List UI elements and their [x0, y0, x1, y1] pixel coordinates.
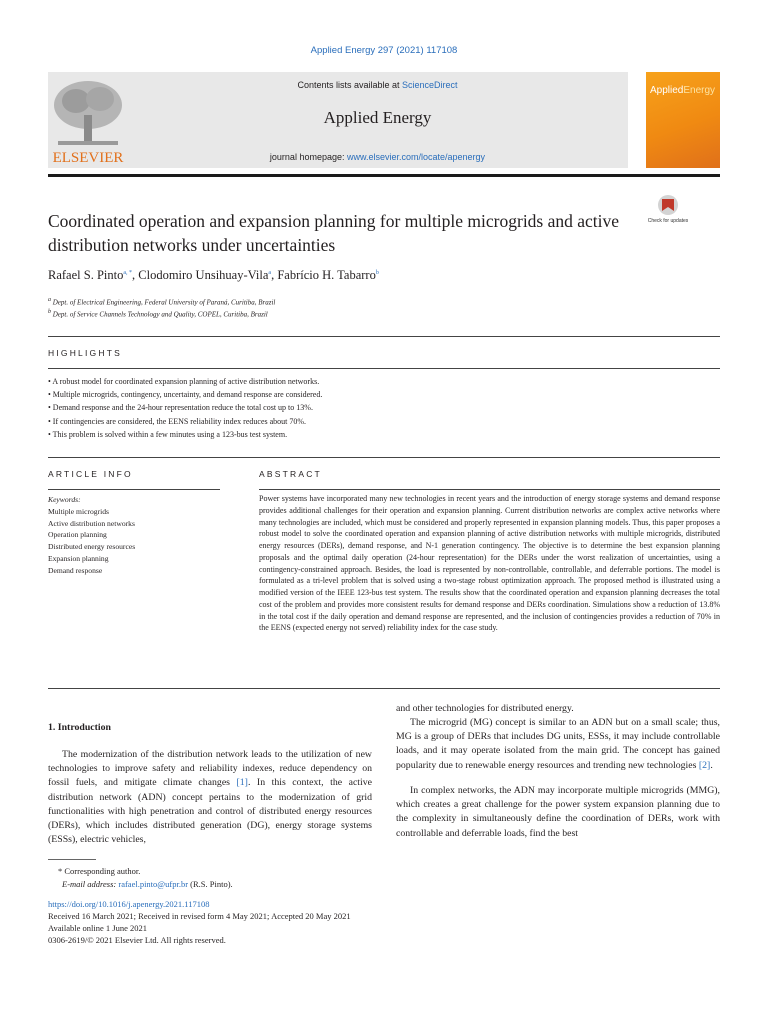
info-sub-rule: [48, 489, 220, 490]
abstract-bottom-rule: [48, 688, 720, 689]
footnotes: [48, 865, 233, 891]
corresponding-author-note: * Corresponding author.: [58, 866, 141, 876]
highlight-item: • Demand response and the 24-hour representation reduce the total cost up to 13%.: [48, 403, 313, 413]
received-dates: Received 16 March 2021; Received in revised form 4 May 2021; Accepted 20 May 2021: [48, 910, 351, 921]
section-heading-introduction: 1. Introduction: [48, 722, 111, 733]
sciencedirect-link[interactable]: ScienceDirect: [402, 80, 458, 90]
intro-paragraph-mmg: In complex networks, the ADN may incorporate multiple microgrids (MMG), which creates a great challenge for the power system expansion planning due to the complexity in simultaneously define the coordination of DERs, work with controllable and deferrable loads, find the best: [396, 785, 720, 839]
homepage-line: journal homepage: www.elsevier.com/locate/apenergy: [269, 152, 486, 162]
affiliations: [48, 296, 275, 320]
author: Fabrício H. Tabarro: [277, 268, 376, 282]
keyword: Active distribution networks: [48, 518, 135, 528]
keyword: Operation planning: [48, 530, 107, 540]
keyword: Distributed energy resources: [48, 542, 136, 552]
email-link[interactable]: rafael.pinto@ufpr.br: [118, 878, 189, 889]
affiliation: $^b$ Dept. of Service Channels Technology and Quality, COPEL, Curitiba, Brazil: [48, 308, 268, 319]
elsevier-logo: [48, 75, 128, 165]
keyword: Multiple microgrids: [48, 506, 109, 516]
online-date: Available online 1 June 2021: [48, 922, 147, 933]
header-rule: [48, 174, 720, 177]
intro-paragraph-left: The modernization of the distribution network leads to the utilization of new technologies to improve safety and reliability indexes, reduce dependency on fossil fuels, and mitigate climate changes [1]. In this context, the active distribution network (ADN) concept pertains to the modernization of grid functionalities with high penetration and control of distributed energy resources (DERs), which includes distributed generation (DG), energy storage systems (ESSs), electric vehicles,: [48, 749, 372, 846]
check-updates-label: Check for updates: [648, 218, 688, 224]
check-for-updates-badge[interactable]: [648, 192, 688, 232]
keywords-block: [48, 494, 135, 576]
author-list: Rafael S. Pinto$^{a, *}$, Clodomiro Unsihuay-Vila$^a$, Fabrício H. Tabarro$^b$: [48, 268, 379, 282]
journal-title: Applied Energy: [323, 108, 432, 127]
doi-link[interactable]: https://doi.org/10.1016/j.apenergy.2021.117108: [48, 899, 210, 909]
highlights-sub-rule: [48, 368, 720, 369]
info-top-rule: [48, 457, 720, 458]
abstract-text: Power systems have incorporated many new technologies in recent years and the introduction of energy storage systems and demand response provides additional challenges for their operation and expansion planning. Current distribution networks are complex active networks where many technologies are included, which must be considered and properly represented in expansion planning models. Thus, this paper proposes a robust model to solve the coordinated operation and expansion planning of active distribution networks with multiple microgrids, distributed energy resources (DERs), demand response, and N-1 generation contingency. The objective is to determine the best expansion planning proposals and the optimal daily operation (24-hour representation) for the DERs under the worst realization of uncertainties, using a contingency-constrained approach. Besides, the load is represented by non-controllable, controllable, and deferrable portions. The model is formulated as a tri-level problem that is solved using a two-stage robust optimization approach. The proposed method is illustrated using a modified version of the IEEE 123-bus test system. The results show that the coordinated operation and expansion planning decreases the total cost of the problem and provides more consistent results for demand response and DERs coordination. Simulations show a reduction of 13.8% in the total cost if the daily operation and demand response are represented, and the inclusion of contingencies provides a reduction of 70% in the EENS (expected energy not served) reliability index for the case study.: [259, 494, 720, 633]
keyword: Demand response: [48, 565, 103, 575]
highlight-item: • A robust model for coordinated expansion planning of active distribution networks.: [48, 377, 320, 386]
highlight-item: • If contingencies are considered, the EENS reliability index reduces about 70%.: [48, 416, 307, 426]
publisher-wordmark: ELSEVIER: [52, 150, 124, 165]
highlight-item: • This problem is solved within a few minutes using a 123-bus test system.: [48, 429, 288, 439]
email-note: E-mail address: rafael.pinto@ufpr.br (R.S. Pinto).: [62, 878, 233, 889]
highlights-list: [48, 375, 322, 441]
author-affiliation-marker[interactable]: a: [268, 269, 272, 276]
highlight-item: • Multiple microgrids, contingency, uncertainty, and demand response are considered.: [48, 390, 323, 400]
author-affiliation-marker[interactable]: b: [375, 269, 379, 276]
citation-link[interactable]: [2]: [698, 759, 711, 771]
cover-title: AppliedEnergy: [650, 85, 716, 96]
highlights-top-rule: [48, 336, 720, 337]
article-info-heading: ARTICLE INFO: [48, 469, 133, 479]
keyword: Expansion planning: [48, 553, 109, 563]
abstract-heading: ABSTRACT: [259, 469, 322, 479]
homepage-link[interactable]: www.elsevier.com/locate/apenergy: [346, 152, 486, 162]
copyright: 0306-2619/© 2021 Elsevier Ltd. All rights reserved.: [48, 934, 226, 945]
author: Clodomiro Unsihuay-Vila: [138, 268, 269, 282]
journal-reference[interactable]: Applied Energy 297 (2021) 117108: [310, 45, 458, 56]
keywords-label: Keywords:: [48, 495, 81, 504]
contents-line: Contents lists available at ScienceDirect: [297, 80, 458, 90]
intro-paragraph-microgrid: The microgrid (MG) concept is similar to an ADN but on a small scale; thus, MG is a group of DERs that includes DG units, ESSs, it may include controllable loads, and it may operate isolated from the main grid. The concept has gained popularity due to renewable energy resources and trending new technologies [2].: [396, 717, 720, 771]
author-affiliation-marker[interactable]: a, *: [123, 269, 133, 276]
article-title: Coordinated operation and expansion planning for multiple microgrids and active distribution networks under uncertainties: [48, 211, 620, 255]
footnote-rule: [48, 859, 96, 860]
citation-link[interactable]: [1]: [236, 777, 248, 789]
highlights-heading: HIGHLIGHTS: [48, 348, 122, 358]
intro-paragraph-continued: and other technologies for distributed energy.: [396, 703, 574, 714]
abstract-sub-rule: [259, 489, 720, 490]
author: Rafael S. Pinto: [48, 268, 124, 282]
affiliation: $^a$ Dept. of Electrical Engineering, Federal University of Paraná, Curitiba, Brazil: [48, 297, 276, 307]
publication-info: [48, 899, 351, 947]
